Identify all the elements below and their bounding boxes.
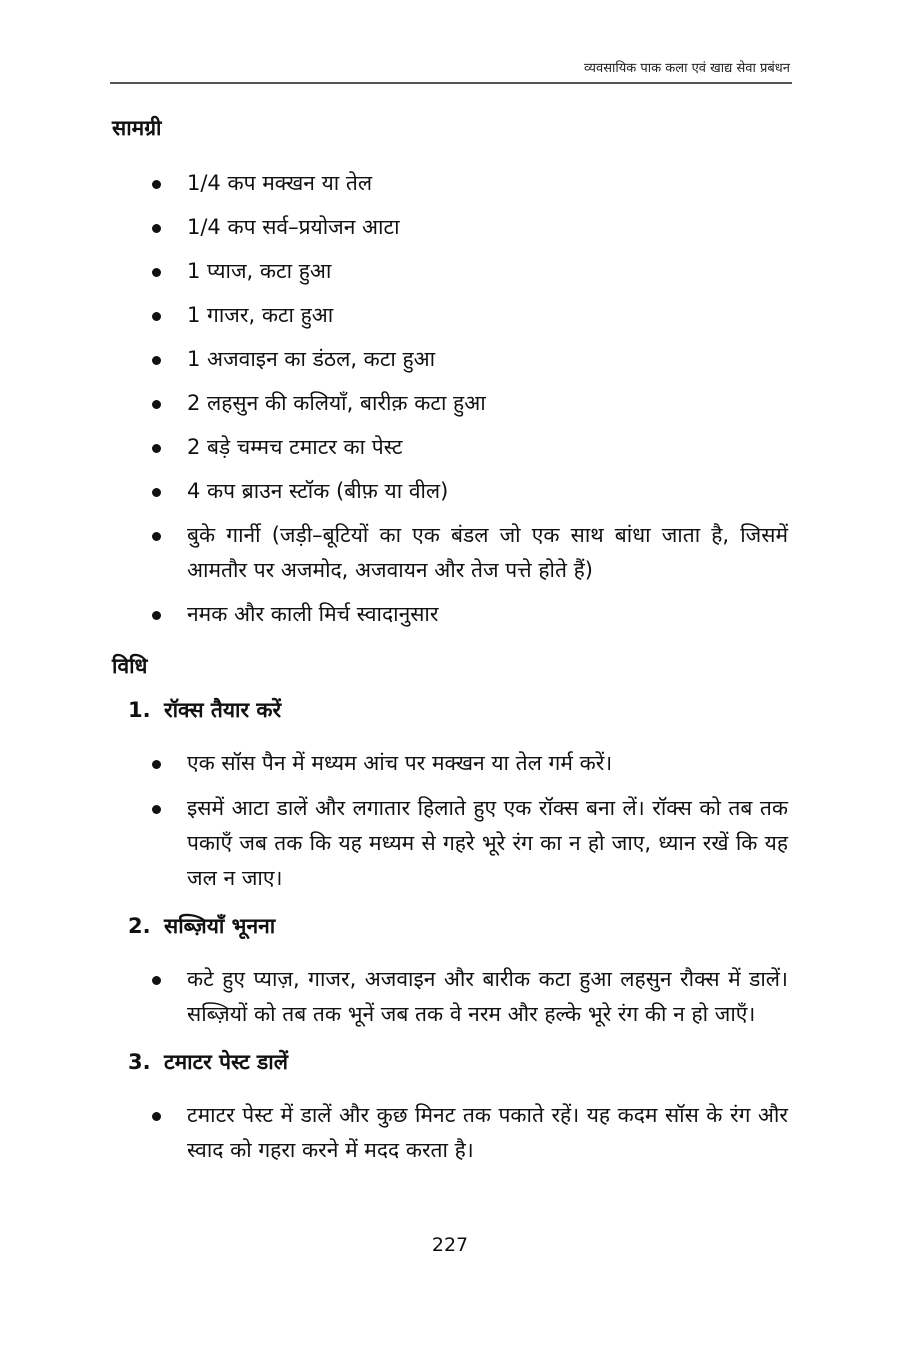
ingredient-item [112,518,792,588]
ingredient-text: 1/4 कप मक्खन या तेल [187,171,373,195]
step-point [112,746,792,781]
step-title [112,910,792,942]
step-number: 3. [128,1050,151,1074]
ingredient-text: 2 बड़े चम्मच टमाटर का पेस्ट [187,435,403,459]
ingredients-list [112,166,792,632]
page-body [112,110,792,1168]
step-point-text: इसमें आटा डालें और लगातार हिलाते हुए एक रॉक्स बना लें। रॉक्स को तब तक पकाएँ जब तक कि यह मध्यम से गहरे भूरे रंग का न हो जाए, ध्यान रखें कि यह जल न जाए। [187,796,788,890]
bullet-icon [152,532,161,541]
method-heading: विधि [112,654,148,678]
step-title-text: सब्ज़ियाँ भूनना [164,914,276,938]
ingredient-item [112,597,792,632]
step-points [112,1098,792,1168]
step-number: 1. [128,698,151,722]
bullet-icon [152,760,161,769]
ingredients-heading: सामग्री [112,116,162,140]
bullet-icon [152,976,161,985]
ingredient-text: 1 प्याज, कटा हुआ [187,259,332,283]
step-points [112,962,792,1032]
step-title [112,694,792,726]
bullet-icon [152,488,161,497]
ingredient-item [112,166,792,201]
bullet-icon [152,444,161,453]
header-divider [110,82,792,84]
method-step [112,1046,792,1168]
ingredient-text: नमक और काली मिर्च स्वादानुसार [187,602,439,626]
ingredient-text: 4 कप ब्राउन स्टॉक (बीफ़ या वील) [187,479,449,503]
bullet-icon [152,805,161,814]
ingredient-text: 2 लहसुन की कलियाँ, बारीक़ कटा हुआ [187,391,486,415]
step-title [112,1046,792,1078]
ingredient-text: 1 गाजर, कटा हुआ [187,303,334,327]
ingredient-text: 1/4 कप सर्व–प्रयोजन आटा [187,215,400,239]
bullet-icon [152,180,161,189]
ingredient-item [112,342,792,377]
step-point-text: टमाटर पेस्ट में डालें और कुछ मिनट तक पकाते रहें। यह कदम सॉस के रंग और स्वाद को गहरा करने में मदद करता है। [187,1103,788,1162]
bullet-icon [152,356,161,365]
bullet-icon [152,400,161,409]
step-title-text: टमाटर पेस्ट डालें [164,1050,288,1074]
step-point [112,962,792,1032]
method-step [112,910,792,1032]
ingredient-item [112,474,792,509]
page-number: 227 [431,1234,469,1256]
ingredient-text: बुके गार्नी (जड़ी–बूटियों का एक बंडल जो एक साथ बांधा जाता है, जिसमें आमतौर पर अजमोद, अजवायन और तेज पत्ते होते हैं) [187,523,788,582]
ingredient-item [112,386,792,421]
step-point [112,791,792,896]
bullet-icon [152,312,161,321]
step-point-text: एक सॉस पैन में मध्यम आंच पर मक्खन या तेल गर्म करें। [187,751,613,775]
step-point [112,1098,792,1168]
bullet-icon [152,611,161,620]
ingredient-item [112,254,792,289]
bullet-icon [152,224,161,233]
step-points [112,746,792,896]
ingredient-text: 1 अजवाइन का डंठल, कटा हुआ [187,347,436,371]
step-title-text: रॉक्स तैयार करें [164,698,282,722]
step-number: 2. [128,914,151,938]
ingredient-item [112,298,792,333]
bullet-icon [152,1112,161,1121]
running-header: व्यवसायिक पाक कला एवं खाद्य सेवा प्रबंधन [584,61,790,76]
method-step [112,694,792,896]
bullet-icon [152,268,161,277]
step-point-text: कटे हुए प्याज़, गाजर, अजवाइन और बारीक कटा हुआ लहसुन रौक्स में डालें। सब्ज़ियों को तब तक भूनें जब तक वे नरम और हल्के भूरे रंग की न हो जाएँ। [187,967,788,1026]
ingredient-item [112,430,792,465]
ingredient-item [112,210,792,245]
